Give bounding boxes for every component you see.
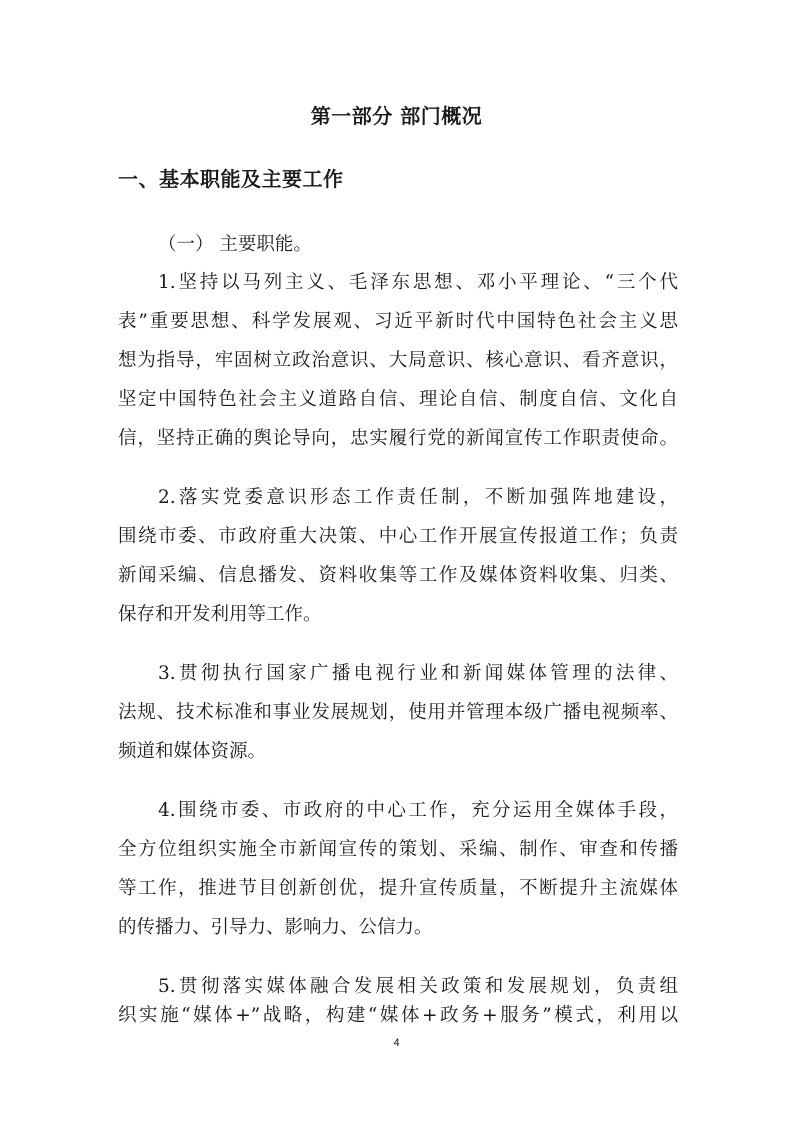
paragraph-4-line-1: 4.围绕市委、市政府的中心工作，充分运用全媒体手段， bbox=[158, 800, 678, 821]
paragraph-2-line-1: 2.落实党委意识形态工作责任制，不断加强阵地建设， bbox=[158, 487, 678, 508]
paragraph-3-line-3: 频道和媒体资源。 bbox=[118, 741, 267, 762]
paragraph-1-line-5: 信，坚持正确的舆论导向，忠实履行党的新闻宣传工作职责使命。 bbox=[118, 428, 678, 449]
paragraph-4-line-3: 等工作，推进节目创新创优，提升宣传质量，不断提升主流媒体 bbox=[118, 878, 678, 899]
paragraph-4-line-4: 的传播力、引导力、影响力、公信力。 bbox=[118, 917, 433, 938]
paragraph-2-line-3: 新闻采编、信息播发、资料收集等工作及媒体资料收集、归类、 bbox=[118, 565, 678, 586]
page-number: 4 bbox=[393, 1037, 400, 1049]
subheading: （一） 主要职能。 bbox=[158, 234, 312, 255]
paragraph-1-line-2: 表”重要思想、科学发展观、习近平新时代中国特色社会主义思 bbox=[118, 311, 678, 332]
paragraph-3-line-2: 法规、技术标准和事业发展规划，使用并管理本级广播电视频率、 bbox=[118, 702, 678, 723]
paragraph-1-line-4: 坚定中国特色社会主义道路自信、理论自信、制度自信、文化自 bbox=[118, 389, 678, 410]
paragraph-5-line-2: 织实施“媒体+”战略，构建“媒体+政务+服务”模式，利用以 bbox=[118, 1005, 678, 1026]
paragraph-2-line-4: 保存和开发利用等工作。 bbox=[118, 604, 322, 625]
paragraph-4-line-2: 全方位组织实施全市新闻宣传的策划、采编、制作、审查和传播 bbox=[118, 839, 678, 860]
part-title: 第一部分 部门概况 bbox=[310, 104, 483, 128]
paragraph-1-line-3: 想为指导，牢固树立政治意识、大局意识、核心意识、看齐意识， bbox=[118, 350, 678, 371]
section-heading: 一、基本职能及主要工作 bbox=[118, 167, 344, 191]
paragraph-3-line-1: 3.贯彻执行国家广播电视行业和新闻媒体管理的法律、 bbox=[158, 663, 678, 684]
paragraph-2-line-2: 围绕市委、市政府重大决策、中心工作开展宣传报道工作；负责 bbox=[118, 526, 678, 547]
paragraph-1-line-1: 1.坚持以马列主义、毛泽东思想、邓小平理论、“三个代 bbox=[158, 272, 678, 293]
paragraph-5-line-1: 5.贯彻落实媒体融合发展相关政策和发展规划，负责组 bbox=[158, 976, 678, 997]
